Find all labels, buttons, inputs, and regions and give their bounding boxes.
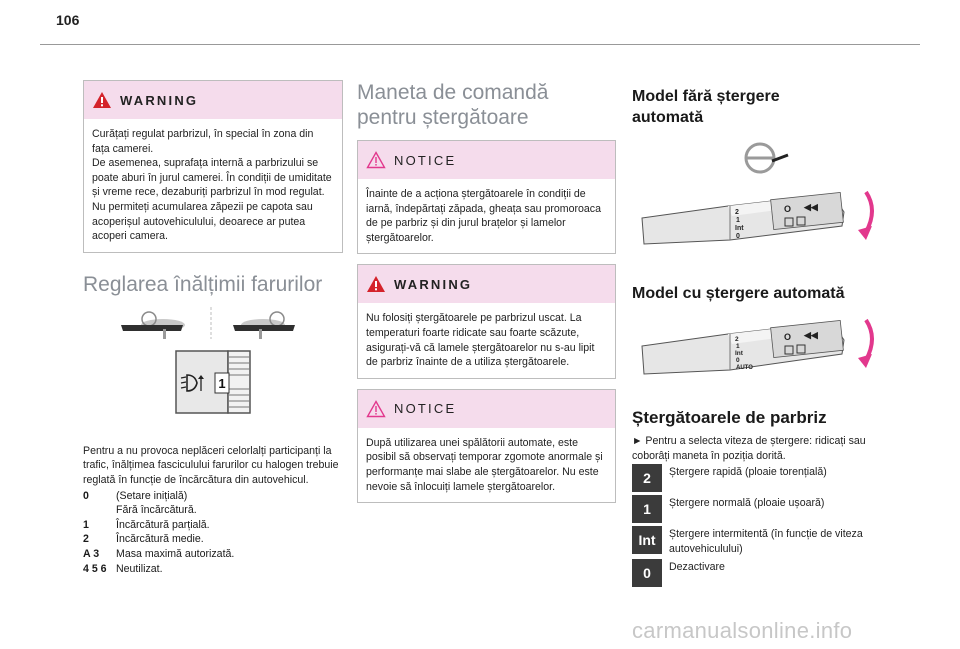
warning-body — [84, 119, 342, 252]
stalk-label: 1 — [736, 217, 740, 224]
column-1 — [83, 80, 343, 576]
speed-badge: Int — [632, 526, 662, 554]
notice-box-carwash — [357, 389, 616, 503]
headlamp-intro: Pentru a nu provoca neplăceri celorlalți participanți la trafic, înălțimea fasciculului farurilor cu halogen trebuie reglată în funcție de încărcătura din autovehicul. — [83, 444, 339, 486]
warning-title: WARNING — [120, 92, 199, 108]
legend-row: 0 (Setare inițială) — [83, 489, 188, 502]
speed-badge: 2 — [632, 464, 662, 492]
warning-triangle-icon — [92, 91, 112, 109]
warning-header — [84, 81, 342, 119]
wiper-stalk-illustration-manual — [632, 134, 892, 266]
svg-text:◀◀: ◀◀ — [804, 330, 818, 340]
stalk-label: 0 — [736, 233, 740, 240]
steering-wheel-icon — [746, 144, 788, 172]
warning-line-1: Curățați regulat parbrizul, în special în zona din fața camerei. — [92, 128, 314, 155]
notice-body: Înainte de a acționa ștergătoarele în condiții de iarnă, îndepărtați zăpada, gheața sau promoroaca de pe parbriz și din jurul brațelor și lamelor ștergătoarelor. — [366, 188, 601, 244]
rotation-arrow-icon — [866, 192, 872, 232]
stalk-label: AUTO — [736, 365, 753, 371]
list-item — [632, 464, 892, 492]
speed-description: Ștergere rapidă (ploaie torențială) — [669, 466, 827, 479]
wiper-instruction: ► Pentru a selecta viteza de ștergere: ridicați sau coborâți maneta în poziția dorită. — [632, 435, 866, 462]
legend-row: Fără încărcătură. — [116, 504, 197, 517]
speed-description: Dezactivare — [669, 561, 725, 574]
notice-triangle-icon — [366, 400, 386, 418]
warning-box-camera — [83, 80, 343, 253]
wiper-stalk-illustration-auto — [632, 312, 892, 388]
notice-body: După utilizarea unei spălătorii automate, este posibil să observați temporar zgomote anormale și performanțe mai slabe ale ștergătoarelor. Nu este nevoie să înlocuiți lamele ștergătoarelor. — [366, 436, 603, 493]
stalk-label: Int — [735, 350, 743, 357]
headlamp-dial — [176, 351, 250, 413]
notice-header — [358, 141, 615, 179]
stalk-label: 0 — [736, 357, 740, 364]
list-item — [632, 559, 892, 587]
warning-line-3: Nu permiteți acumularea zăpezii pe capota sau acoperișul autovehiculului, deoarece ar putea acoperi camera. — [92, 200, 313, 243]
load-legend — [83, 489, 343, 577]
headlamp-adjust-illustration — [83, 305, 343, 425]
notice-box-winter — [357, 140, 616, 254]
stalk-label: 2 — [735, 209, 739, 216]
column-2 — [357, 80, 616, 513]
legend-row: A 3 Masa maximă autorizată. — [83, 547, 235, 560]
page-number: 106 — [56, 12, 80, 28]
stalk-label: 2 — [735, 336, 739, 343]
title-auto-model: Model cu ștergere automată — [632, 285, 845, 302]
column-3 — [632, 80, 892, 590]
car-high-beam-icon — [233, 312, 295, 339]
dial-position-label: 1 — [218, 375, 226, 391]
svg-text:O: O — [784, 204, 792, 214]
title-manual-model: Model fără ștergere automată — [632, 88, 780, 126]
warning-line-2: De asemenea, suprafața internă a parbrizului se poate aburi în jurul camerei. În condiții de umiditate și vreme rece, dezaburiți parbrizul în mod regulat. — [92, 157, 332, 199]
svg-text:O: O — [784, 332, 792, 342]
section-title-headlamp: Reglarea înălțimii farurilor — [83, 272, 323, 296]
wiper-speed-list — [632, 464, 892, 587]
section-title-wiper-stalk: Maneta de comandă pentru ștergătoare — [357, 81, 549, 129]
legend-row: 2 Încărcătură medie. — [83, 533, 204, 546]
notice-title: NOTICE — [394, 152, 457, 168]
list-item — [632, 526, 892, 556]
legend-row: 1 Încărcătură parțială. — [83, 518, 210, 531]
warning-triangle-icon — [366, 275, 386, 293]
warning-header — [358, 265, 615, 303]
legend-row: 4 5 6 Neutilizat. — [83, 562, 163, 575]
title-windscreen-wipers: Ștergătoarele de parbriz — [632, 408, 827, 427]
wiper-stalk — [642, 192, 844, 244]
speed-badge: 0 — [632, 559, 662, 587]
stalk-label: 1 — [736, 343, 740, 350]
warning-box-dry — [357, 264, 616, 378]
top-rule — [40, 44, 920, 45]
list-item — [632, 495, 892, 523]
stalk-label: Int — [735, 225, 744, 232]
warning-body: Nu folosiți ștergătoarele pe parbrizul uscat. La temperaturi foarte ridicate sau foarte scăzute, asigurați-vă că lamele ștergătoarelor nu s-au lipit de parbriz înainte de a utiliza ștergătoarele. — [366, 312, 595, 369]
notice-triangle-icon — [366, 151, 386, 169]
warning-title: WARNING — [394, 276, 473, 292]
notice-title: NOTICE — [394, 401, 457, 417]
watermark: carmanualsonline.info — [632, 618, 853, 643]
svg-text:◀◀: ◀◀ — [804, 202, 818, 212]
speed-badge: 1 — [632, 495, 662, 523]
speed-description: Ștergere normală (ploaie ușoară) — [669, 497, 825, 510]
notice-header — [358, 390, 615, 428]
rotation-arrow-icon — [866, 320, 872, 360]
car-low-beam-icon — [121, 312, 185, 339]
speed-description: Ștergere intermitentă (în funcție de viteza autovehiculului) — [669, 528, 863, 555]
